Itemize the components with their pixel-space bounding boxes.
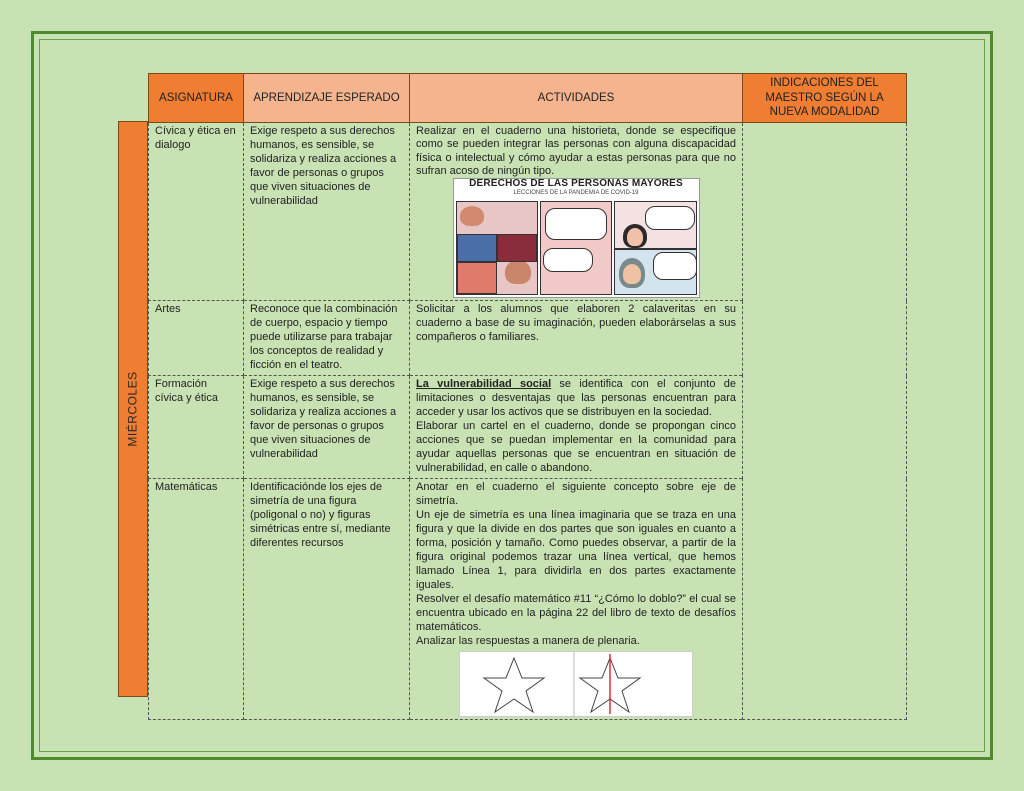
day-label: MIÉRCOLES <box>126 371 140 447</box>
activity-paragraph <box>416 378 736 420</box>
activity-paragraph: Resolver el desafío matemático #11 “¿Cómo lo doblo?” el cual se encuentra ubicado en la página 22 del libro de texto de desafíos matemáticos. <box>416 592 736 633</box>
activity-paragraph: Anotar en el cuaderno el siguiente concepto sobre eje de simetría. <box>416 481 736 507</box>
comic-face <box>505 260 531 284</box>
table-row <box>149 122 907 301</box>
comic-image <box>453 178 700 298</box>
comic-subtitle: LECCIONES DE LA PANDEMIA DE COVID-19 <box>513 189 639 196</box>
header-row <box>149 74 907 123</box>
comic-face <box>460 206 484 226</box>
schedule-table <box>148 73 907 720</box>
cell-indicaciones <box>743 122 907 719</box>
comic-title: DERECHOS DE LAS PERSONAS MAYORES <box>469 178 683 190</box>
cell-actividad: Solicitar a los alumnos que elaboren 2 calaveritas en su cuaderno a base de su imaginación, pueden elaborárselas a sus compañeros o familiares. <box>410 301 743 376</box>
cell-asignatura: Cívica y ética en dialogo <box>149 122 244 301</box>
comic-face <box>623 264 641 284</box>
comic-speech-bubble <box>645 206 695 230</box>
term-definition: se identifica con el conjunto de limitaciones o desventajas que las personas encuentran para acceder y usar los activos que se distribuyen en la sociedad. <box>416 378 736 419</box>
cell-aprendizaje: Reconoce que la combinación de cuerpo, espacio y tiempo puede utilizarse para trabajar los conceptos de realidad y ficción en el teatro. <box>244 301 410 376</box>
comic-panel-left <box>456 201 538 295</box>
header-aprendizaje: APRENDIZAJE ESPERADO <box>244 74 410 123</box>
comic-speech-bubble <box>653 252 697 280</box>
activity-paragraph: Analizar las respuestas a manera de plenaria. <box>416 634 640 647</box>
comic-speech-bubble <box>545 208 607 240</box>
activity-text: Realizar en el cuaderno una historieta, donde se especifique como se pueden integrar las personas con alguna discapacidad física o intelectual y cómo ayudar a estas personas para que no sufran acoso de ningún tipo. <box>416 124 736 177</box>
comic-tile <box>457 234 497 262</box>
symmetry-stars-svg <box>460 652 692 716</box>
comic-face <box>627 228 643 246</box>
symmetry-stars-image <box>459 651 693 717</box>
header-indicaciones: INDICACIONES DEL MAESTRO SEGÚN LA NUEVA MODALIDAD <box>743 74 907 123</box>
comic-tile <box>457 262 497 294</box>
cell-asignatura: Matemáticas <box>149 479 244 720</box>
comic-speech-bubble <box>543 248 593 272</box>
cell-asignatura: Formación cívica y ética <box>149 376 244 479</box>
activity-paragraph: Un eje de simetría es una línea imaginaria que se traza en una figura y que la divide en dos partes que son iguales en cuanto a forma, posición y tamaño. Como puedes observar, a partir de la figura original podemos trazar una línea vertical, que hemos llamado Línea 1, para dividirla en dos partes exactamente iguales. <box>416 508 736 591</box>
cell-aprendizaje: Identificaciónde los ejes de simetría de una figura (poligonal o no) y figuras simétricas entre sí, mediante diferentes recursos <box>244 479 410 720</box>
comic-panel-right-bottom <box>614 249 697 295</box>
term-vulnerabilidad: La vulnerabilidad social <box>416 378 552 391</box>
day-label-wrapper <box>118 121 148 697</box>
comic-panel-middle <box>540 201 612 295</box>
cell-aprendizaje: Exige respeto a sus derechos humanos, es sensible, se solidariza y realiza acciones a favor de personas o grupos que viven situaciones de vulnerabilidad <box>244 376 410 479</box>
header-asignatura: ASIGNATURA <box>149 74 244 123</box>
activity-paragraph: Elaborar un cartel en el cuaderno, donde se propongan cinco acciones que se puedan implementar en la comunidad para ayudar aquellas personas que se encuentran en situación de vulnerabilidad, en calle o abandono. <box>416 420 736 475</box>
comic-tile <box>497 234 537 262</box>
cell-actividad <box>410 479 743 720</box>
comic-panel-right-top <box>614 201 697 249</box>
cell-asignatura: Artes <box>149 301 244 376</box>
cell-actividad <box>410 376 743 479</box>
cell-actividad <box>410 122 743 301</box>
cell-aprendizaje: Exige respeto a sus derechos humanos, es sensible, se solidariza y realiza acciones a favor de personas o grupos que viven situaciones de vulnerabilidad <box>244 122 410 301</box>
header-actividades: ACTIVIDADES <box>410 74 743 123</box>
star-original <box>484 658 544 712</box>
